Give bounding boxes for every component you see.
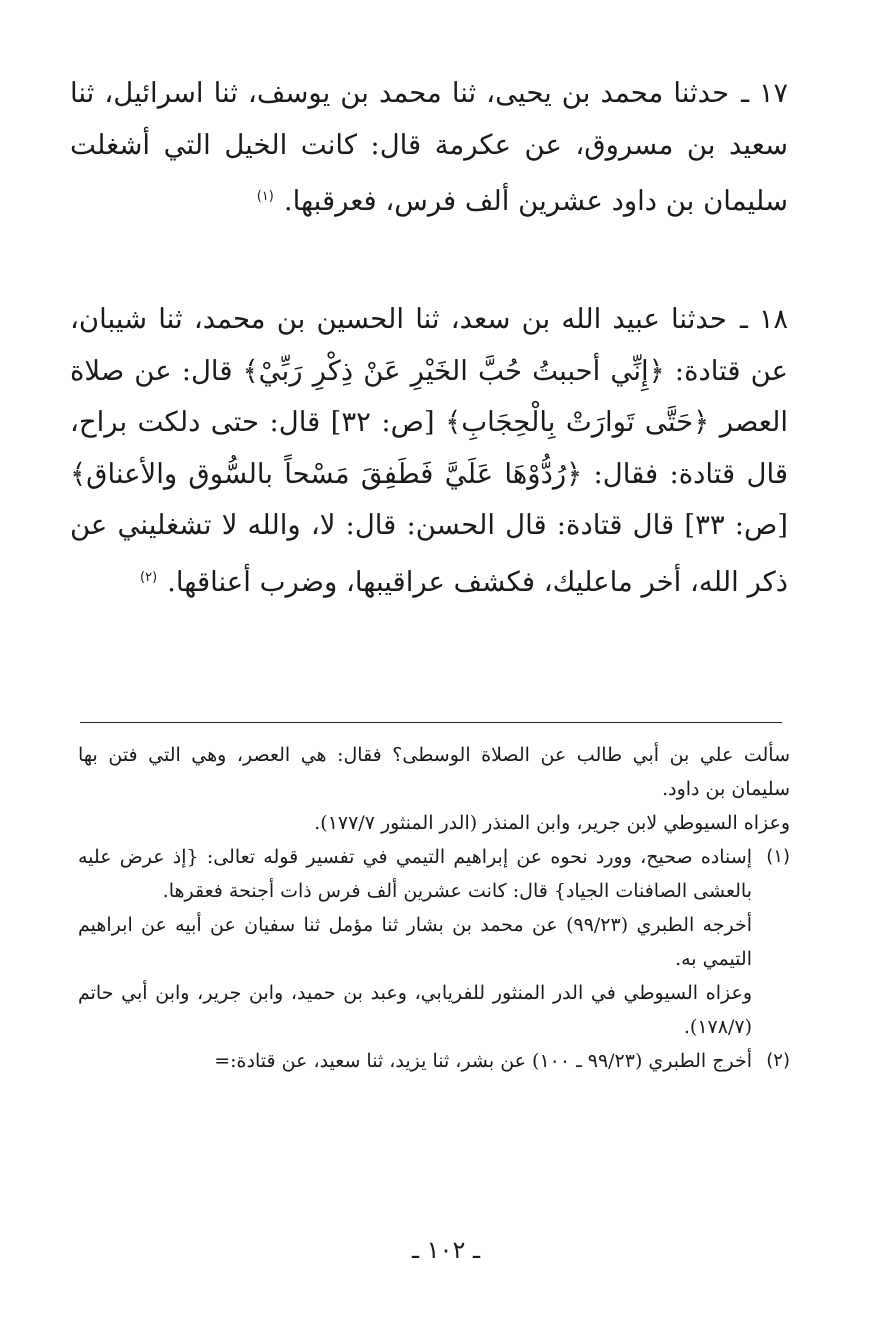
footnote-divider xyxy=(80,722,782,723)
footnote-1 xyxy=(78,840,790,1044)
footnote-paragraph: أخرجه الطبري (٩٩/٢٣) عن محمد بن بشار ثنا مؤمل ثنا سفيان عن أبيه عن ابراهيم التيمي به. xyxy=(78,914,752,970)
footnote-marker: (١) xyxy=(766,846,790,867)
footnote-ref[interactable]: (١) xyxy=(256,189,274,204)
page-number: ـ ١٠٢ ـ xyxy=(411,1236,480,1264)
footnote-marker: (٢) xyxy=(766,1050,790,1071)
footnote-paragraph: وعزاه السيوطي في الدر المنثور للفريابي، وعبد بن حميد، وابن جرير، وابن أبي حاتم (١٧٨/٧). xyxy=(78,982,752,1038)
footnote-continuation: وعزاه السيوطي لابن جرير، وابن المنذر (الدر المنثور ١٧٧/٧). xyxy=(314,812,790,834)
footnote-paragraph: إسناده صحيح، وورد نحوه عن إبراهيم التيمي في تفسير قوله تعالى: {إذ عرض عليه بالعشى الصافنات الجياد} قال: كانت عشرين ألف فرس ذات أجنحة فعقرها. xyxy=(78,846,752,902)
hadith-text: حدثنا عبيد الله بن سعد، ثنا الحسين بن محمد، ثنا شيبان، عن قتادة: ﴿إِنِّي أحببتُ حُبَّ الخَيْرِ عَنْ ذِكْرِ رَبِّيْ﴾ قال: عن صلاة العصر ﴿حَتَّى تَوارَتْ بِالْحِجَابِ﴾ [ص: ٣٢] قال: حتى دلكت براح، قال قتادة: فقال: ﴿رُدُّوْهَا عَلَيَّ فَطَفِقَ مَسْحاً بالسُّوق والأعناق﴾ [ص: ٣٣] قال قتادة: قال الحسن: قال: لا، والله لا تشغليني عن ذكر الله، أخر ماعليك، فكشف عراقيبها، وضرب أعناقها. xyxy=(70,303,789,598)
footnote-ref[interactable]: (٢) xyxy=(140,569,158,585)
hadith-number: ١٧ ـ xyxy=(741,78,789,109)
hadith-text: حدثنا محمد بن يحيى، ثنا محمد بن يوسف، ثنا اسرائيل، ثنا سعيد بن مسروق، عن عكرمة قال: كانت الخيل التي أشغلت سليمان بن داود عشرين ألف فرس، فعرقبها. xyxy=(70,77,788,218)
hadith-number: ١٨ ـ xyxy=(740,304,788,335)
footnotes-section xyxy=(78,738,790,1078)
footnote-continuation: سألت علي بن أبي طالب عن الصلاة الوسطى؟ فقال: هي العصر، وهي التي فتن بها سليمان بن داود. xyxy=(78,744,790,800)
footnote-paragraph: أخرج الطبري (٩٩/٢٣ ـ ١٠٠) عن بشر، ثنا يزيد، ثنا سعيد، عن قتادة:= xyxy=(214,1050,752,1072)
hadith-18 xyxy=(70,294,788,608)
hadith-17 xyxy=(70,68,788,228)
footnote-2 xyxy=(78,1044,790,1078)
